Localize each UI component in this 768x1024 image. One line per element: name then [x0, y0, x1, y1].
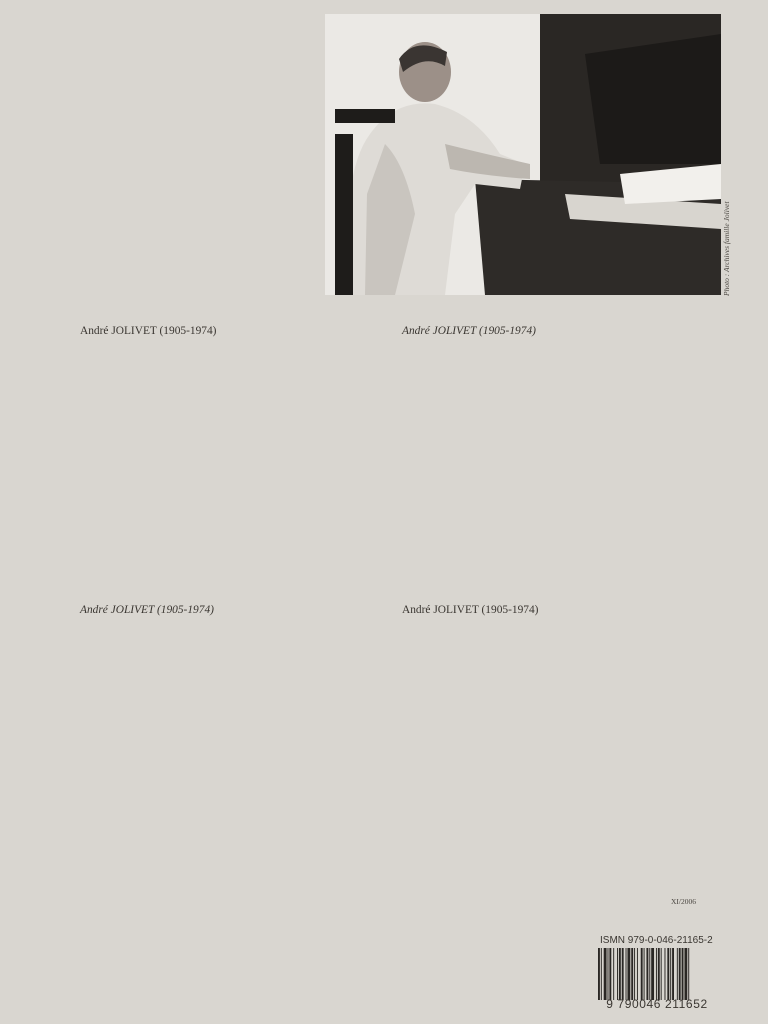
barcode-bars — [598, 948, 722, 1000]
composer-photo — [325, 14, 721, 295]
biography-french-heading: André JOLIVET (1905-1974) — [80, 325, 217, 337]
barcode-digits: 9 790046 211652 — [606, 997, 708, 1011]
edition-date: XI/2006 — [671, 897, 696, 906]
biography-french — [80, 325, 370, 340]
biography-spanish — [402, 604, 692, 619]
biography-spanish-heading: André JOLIVET (1905-1974) — [402, 604, 539, 616]
biography-english — [402, 325, 692, 340]
biography-german — [80, 604, 370, 619]
ismn-number: ISMN 979-0-046-21165-2 — [600, 935, 713, 946]
biography-english-heading: André JOLIVET (1905-1974) — [402, 325, 536, 337]
biography-german-heading: André JOLIVET (1905-1974) — [80, 604, 214, 616]
barcode-icon — [598, 948, 722, 1000]
photo-credit: Photo : Archives famille Jolivet — [722, 201, 731, 296]
composer-photo-illustration — [325, 14, 721, 295]
